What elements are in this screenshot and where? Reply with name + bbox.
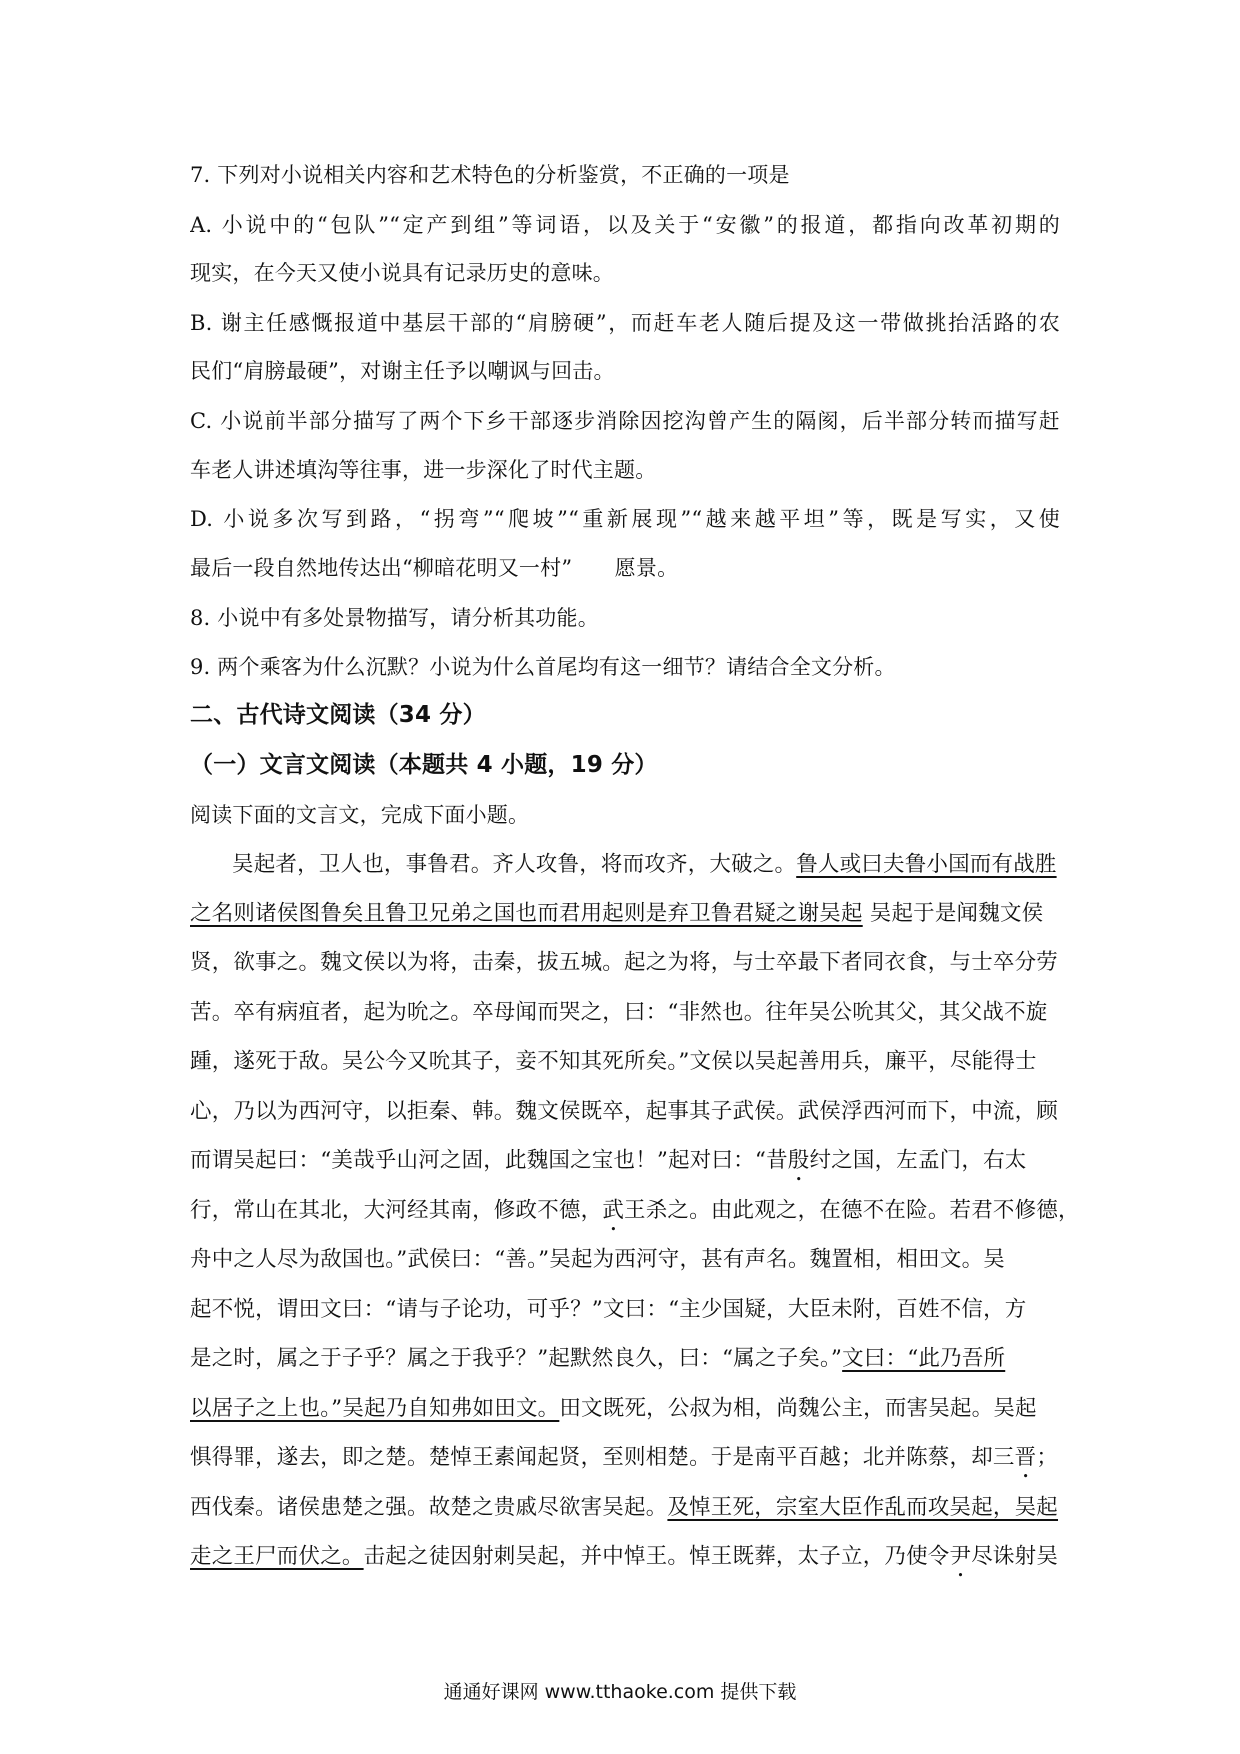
passage-line-8 bbox=[190, 1196, 1080, 1236]
question-7-option-c-line2: 车老人讲述填沟等往事，进一步深化了时代主题。 bbox=[190, 458, 657, 482]
passage-text: 尽诛射吴 bbox=[971, 1544, 1059, 1569]
passage-line-9: 舟中之人尽为敌国也。”武侯曰：“善。”吴起为西河守，甚有声名。魏置相，相田文。吴 bbox=[190, 1247, 1005, 1272]
section-2-heading: 二、古代诗文阅读（34 分） bbox=[190, 702, 486, 728]
underlined-sentence-1: 鲁人或曰夫鲁小国而有战胜 bbox=[796, 852, 1057, 877]
passage-text: 而谓吴起曰：“美哉乎山河之固，此魏国之宝也！”起对曰：“昔 bbox=[190, 1148, 788, 1173]
passage-text: 是之时，属之于子乎？属之于我乎？”起默然良久，曰：“属之子矣。” bbox=[190, 1346, 843, 1371]
passage-line-1 bbox=[232, 850, 1060, 880]
passage-line-5: 踵，遂死于敌。吴公今又吮其子，妾不知其死所矣。”文侯以吴起善用兵，廉平，尽能得士 bbox=[190, 1049, 1037, 1074]
underlined-sentence-1-cont: 之名则诸侯图鲁矣且鲁卫兄弟之国也而君用起则是弃卫鲁君疑之谢吴起 bbox=[190, 901, 863, 926]
passage-line-7 bbox=[190, 1146, 1060, 1186]
question-7-stem: 7. 下列对小说相关内容和艺术特色的分析鉴赏，不正确的一项是 bbox=[190, 163, 790, 187]
passage-line-10: 起不悦，谓田文曰：“请与子论功，可乎？”文曰：“主少国疑，大臣未附，百姓不信，方 bbox=[190, 1297, 1027, 1322]
passage-line-13 bbox=[190, 1443, 1060, 1483]
passage-line-4: 苦。卒有病疽者，起为吮之。卒母闻而哭之，曰：“非然也。往年吴公吮其父，其父战不旋 bbox=[190, 1000, 1048, 1025]
passage-line-12 bbox=[190, 1394, 1060, 1424]
question-7-option-d-line1: D. 小说多次写到路，“拐弯”“爬坡”“重新展现”“越来越平坦”等，既是写实，又使 bbox=[190, 507, 1060, 531]
question-8: 8. 小说中有多处景物描写，请分析其功能。 bbox=[190, 606, 599, 630]
question-7-option-b-line1: B. 谢主任感慨报道中基层干部的“肩膀硬”，而赶车老人随后提及这一带做挑抬活路的农 bbox=[190, 311, 1060, 335]
passage-line-15 bbox=[190, 1542, 1060, 1582]
passage-text: 惧得罪，遂去，即之楚。楚悼王素闻起贤，至则相楚。于是南平百越；北并陈蔡，却三 bbox=[190, 1445, 1015, 1470]
underlined-sentence-3-cont: 走之王尸而伏之。 bbox=[190, 1544, 364, 1569]
passage-line-2 bbox=[190, 899, 1060, 929]
passage-line-11 bbox=[190, 1344, 1060, 1374]
question-9: 9. 两个乘客为什么沉默？小说为什么首尾均有这一细节？请结合全文分析。 bbox=[190, 655, 896, 679]
passage-text: 吴起者，卫人也，事鲁君。齐人攻鲁，将而攻齐，大破之。 bbox=[232, 852, 797, 877]
dotted-character: 尹 bbox=[949, 1544, 972, 1569]
question-7-option-d-line2: 最后一段自然地传达出“柳暗花明又一村” 愿景。 bbox=[190, 556, 679, 580]
passage-text: 吴起于是闻魏文侯 bbox=[862, 901, 1044, 926]
dotted-character: 武 bbox=[602, 1198, 625, 1223]
dotted-character: 殷 bbox=[787, 1148, 810, 1173]
underlined-sentence-2: 文曰：“此乃吾所 bbox=[842, 1346, 1006, 1371]
passage-line-3: 贤，欲事之。魏文侯以为将，击秦，拔五城。起之为将，与士卒最下者同衣食，与士卒分劳 bbox=[190, 950, 1059, 975]
dotted-character: 晋 bbox=[1014, 1445, 1037, 1470]
passage-text: 西伐秦。诸侯患楚之强。故楚之贵戚尽欲害吴起。 bbox=[190, 1495, 668, 1520]
question-7-option-c-line1: C. 小说前半部分描写了两个下乡干部逐步消除因挖沟曾产生的隔阂，后半部分转而描写赶 bbox=[190, 409, 1060, 433]
question-7-option-a-line1: A. 小说中的“包队”“定产到组”等词语，以及关于“安徽”的报道，都指向改革初期的 bbox=[190, 213, 1060, 237]
question-7-option-a-line2: 现实，在今天又使小说具有记录历史的意味。 bbox=[190, 261, 614, 285]
passage-text: 纣之国，左孟门，右太 bbox=[809, 1148, 1027, 1173]
section-2-subheading: （一）文言文阅读（本题共 4 小题，19 分） bbox=[190, 752, 658, 778]
passage-text: ； bbox=[1036, 1445, 1059, 1470]
passage-text: 王杀之。由此观之，在德不在险。若君不修德， bbox=[624, 1198, 1080, 1223]
passage-instruction: 阅读下面的文言文，完成下面小题。 bbox=[190, 803, 530, 827]
passage-text: 行，常山在其北，大河经其南，修政不德， bbox=[190, 1198, 603, 1223]
passage-line-14 bbox=[190, 1493, 1060, 1523]
underlined-sentence-3: 及悼王死，宗室大臣作乱而攻吴起，吴起 bbox=[667, 1495, 1059, 1520]
passage-text: 田文既死，公叔为相，尚魏公主，而害吴起。吴起 bbox=[559, 1396, 1037, 1421]
underlined-sentence-2-cont: 以居子之上也。”吴起乃自知弗如田文。 bbox=[190, 1396, 560, 1421]
passage-text: 击起之徒因射刺吴起，并中悼王。悼王既葬，太子立，乃使令 bbox=[363, 1544, 950, 1569]
passage-line-6: 心，乃以为西河守，以拒秦、韩。魏文侯既卒，起事其子武侯。武侯浮西河而下，中流，顾 bbox=[190, 1099, 1059, 1124]
footer-source: 通通好课网 www.tthaoke.com 提供下载 bbox=[443, 1681, 797, 1703]
question-7-option-b-line2: 民们“肩膀最硬”，对谢主任予以嘲讽与回击。 bbox=[190, 359, 615, 383]
